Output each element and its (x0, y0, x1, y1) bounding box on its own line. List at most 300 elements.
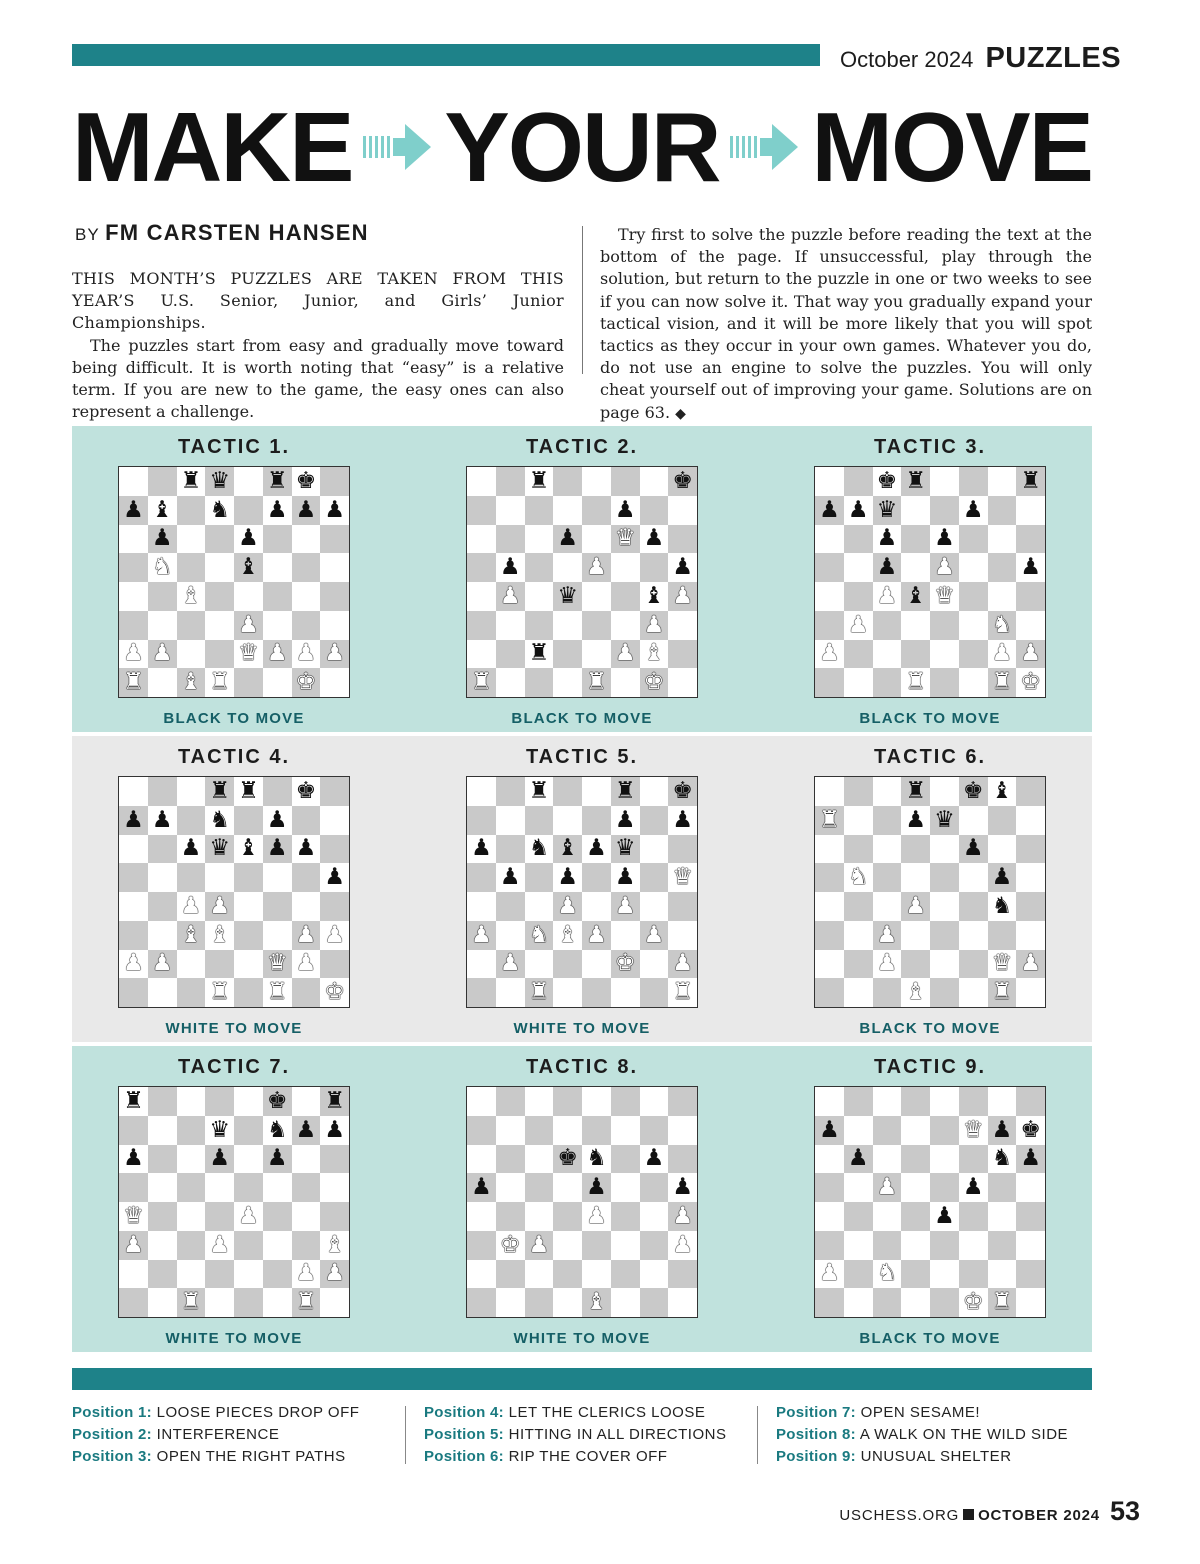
board-square (205, 640, 234, 669)
white-rook-icon: ♜ (467, 668, 496, 697)
black-knight-icon: ♞ (582, 1145, 611, 1174)
black-bishop-icon: ♝ (148, 496, 177, 525)
chess-board (118, 466, 350, 698)
hint-text: INTERFERENCE (156, 1426, 280, 1444)
hint-text: UNUSUAL SHELTER (860, 1448, 1012, 1466)
black-pawn-icon: ♟ (959, 496, 988, 525)
white-pawn-icon: ♟ (234, 611, 263, 640)
black-bishop-icon: ♝ (234, 835, 263, 864)
board-square (234, 863, 263, 892)
black-king-icon: ♚ (668, 777, 697, 806)
board-square (234, 582, 263, 611)
board-square (292, 1231, 321, 1260)
board-square (205, 1202, 234, 1231)
board-square (901, 1231, 930, 1260)
white-pawn-icon: ♟ (496, 582, 525, 611)
board-square (292, 1202, 321, 1231)
board-square (844, 950, 873, 979)
board-square (119, 1173, 148, 1202)
board-square (205, 1087, 234, 1116)
board-square (930, 1231, 959, 1260)
board-square (873, 835, 902, 864)
board-square (1016, 525, 1045, 554)
square-bullet-icon (963, 1509, 974, 1520)
black-pawn-icon: ♟ (668, 553, 697, 582)
board-square (844, 640, 873, 669)
board-square (988, 467, 1017, 496)
hint-item (776, 1446, 1068, 1468)
white-rook-icon: ♜ (525, 978, 554, 1007)
white-pawn-icon: ♟ (292, 950, 321, 979)
black-pawn-icon: ♟ (988, 1116, 1017, 1145)
title-word-1: MAKE (72, 92, 353, 202)
board-square (205, 553, 234, 582)
board-square (234, 806, 263, 835)
black-pawn-icon: ♟ (496, 553, 525, 582)
board-square (525, 1202, 554, 1231)
black-rook-icon: ♜ (320, 1087, 349, 1116)
board-square (263, 1231, 292, 1260)
board-square (988, 806, 1017, 835)
board-square (844, 1260, 873, 1289)
board-square (119, 553, 148, 582)
board-square (525, 892, 554, 921)
board-square (320, 1202, 349, 1231)
side-to-move: BLACK TO MOVE (163, 710, 305, 727)
white-pawn-icon: ♟ (148, 950, 177, 979)
white-king-icon: ♚ (292, 668, 321, 697)
white-queen-icon: ♛ (611, 525, 640, 554)
board-square (930, 892, 959, 921)
white-bishop-icon: ♝ (177, 582, 206, 611)
board-square (873, 863, 902, 892)
board-square (467, 1288, 496, 1317)
board-square (582, 777, 611, 806)
board-square (844, 1202, 873, 1231)
hint-text: LOOSE PIECES DROP OFF (156, 1404, 360, 1421)
footer-site: USCHESS.ORG (839, 1507, 960, 1524)
board-square (668, 640, 697, 669)
board-square (119, 1260, 148, 1289)
black-queen-icon: ♛ (873, 496, 902, 525)
puzzle-title: TACTIC 3. (873, 436, 987, 458)
board-square (815, 553, 844, 582)
white-pawn-icon: ♟ (205, 1231, 234, 1260)
board-square (148, 1173, 177, 1202)
white-pawn-icon: ♟ (292, 921, 321, 950)
board-square (205, 582, 234, 611)
black-king-icon: ♚ (292, 467, 321, 496)
white-pawn-icon: ♟ (467, 921, 496, 950)
white-king-icon: ♚ (640, 668, 669, 697)
board-square (611, 1173, 640, 1202)
white-rook-icon: ♜ (177, 1288, 206, 1317)
puzzle-card (432, 1052, 732, 1347)
board-square (582, 496, 611, 525)
issue-header (840, 42, 1121, 75)
board-square (640, 1116, 669, 1145)
hints-divider (757, 1406, 758, 1464)
hint-text: LET THE CLERICS LOOSE (508, 1404, 706, 1421)
board-square (844, 1087, 873, 1116)
hints-divider (405, 1406, 406, 1464)
black-pawn-icon: ♟ (263, 835, 292, 864)
side-to-move: BLACK TO MOVE (511, 710, 653, 727)
hint-item (424, 1402, 726, 1424)
black-pawn-icon: ♟ (292, 1116, 321, 1145)
board-square (553, 668, 582, 697)
white-pawn-icon: ♟ (525, 1231, 554, 1260)
board-square (582, 1087, 611, 1116)
puzzle-card (84, 1052, 384, 1347)
black-rook-icon: ♜ (1016, 467, 1045, 496)
board-square (320, 1288, 349, 1317)
board-square (959, 582, 988, 611)
board-square (525, 611, 554, 640)
white-pawn-icon: ♟ (320, 921, 349, 950)
byline-prefix: BY (75, 225, 100, 244)
board-square (525, 1288, 554, 1317)
board-square (263, 525, 292, 554)
black-rook-icon: ♜ (234, 777, 263, 806)
board-square (611, 1087, 640, 1116)
white-pawn-icon: ♟ (815, 640, 844, 669)
board-square (177, 1202, 206, 1231)
board-square (496, 611, 525, 640)
board-square (553, 1202, 582, 1231)
black-knight-icon: ♞ (988, 892, 1017, 921)
hint-item (72, 1424, 359, 1446)
white-rook-icon: ♜ (988, 1288, 1017, 1317)
board-square (901, 835, 930, 864)
board-square (467, 525, 496, 554)
board-square (959, 553, 988, 582)
hint-label: Position 2: (72, 1426, 152, 1444)
board-square (234, 496, 263, 525)
intro-paragraph-1: THIS MONTH’S PUZZLES ARE TAKEN FROM THIS YEAR’S U.S. Senior, Junior, and Girls’ Junior Championships. (72, 269, 564, 333)
board-square (205, 863, 234, 892)
board-square (815, 777, 844, 806)
board-square (582, 582, 611, 611)
black-pawn-icon: ♟ (553, 863, 582, 892)
board-square (263, 582, 292, 611)
board-square (496, 1288, 525, 1317)
black-pawn-icon: ♟ (611, 806, 640, 835)
board-square (640, 1173, 669, 1202)
board-square (148, 467, 177, 496)
board-square (496, 1202, 525, 1231)
puzzle-card (780, 1052, 1080, 1347)
black-rook-icon: ♜ (901, 777, 930, 806)
board-square (467, 640, 496, 669)
black-pawn-icon: ♟ (582, 835, 611, 864)
board-square (668, 1260, 697, 1289)
black-pawn-icon: ♟ (292, 835, 321, 864)
board-square (553, 467, 582, 496)
board-square (873, 611, 902, 640)
board-square (988, 496, 1017, 525)
chess-board (466, 466, 698, 698)
board-square (553, 553, 582, 582)
issue-date: October 2024 (840, 47, 974, 72)
white-rook-icon: ♜ (988, 668, 1017, 697)
board-square (292, 1087, 321, 1116)
board-square (1016, 1087, 1045, 1116)
board-square (234, 1145, 263, 1174)
board-square (844, 467, 873, 496)
black-king-icon: ♚ (1016, 1116, 1045, 1145)
board-square (234, 1288, 263, 1317)
board-square (320, 467, 349, 496)
board-square (496, 1087, 525, 1116)
board-square (901, 1145, 930, 1174)
black-king-icon: ♚ (959, 777, 988, 806)
board-square (611, 668, 640, 697)
board-square (815, 611, 844, 640)
board-square (844, 582, 873, 611)
side-to-move: WHITE TO MOVE (513, 1330, 651, 1347)
board-square (467, 1202, 496, 1231)
board-square (525, 1145, 554, 1174)
board-square (959, 978, 988, 1007)
board-square (930, 1087, 959, 1116)
white-rook-icon: ♜ (901, 668, 930, 697)
board-square (611, 1288, 640, 1317)
board-square (292, 1145, 321, 1174)
board-square (119, 467, 148, 496)
board-square (263, 611, 292, 640)
board-square (930, 777, 959, 806)
board-square (119, 978, 148, 1007)
black-pawn-icon: ♟ (467, 1173, 496, 1202)
black-pawn-icon: ♟ (205, 1145, 234, 1174)
board-square (234, 950, 263, 979)
white-pawn-icon: ♟ (148, 640, 177, 669)
board-square (930, 835, 959, 864)
board-square (467, 1231, 496, 1260)
page-title (72, 92, 1092, 202)
board-square (263, 1288, 292, 1317)
puzzle-title: TACTIC 9. (873, 1056, 987, 1078)
white-pawn-icon: ♟ (668, 950, 697, 979)
puzzle-title: TACTIC 6. (873, 746, 987, 768)
board-square (901, 950, 930, 979)
hints-column-2 (424, 1402, 726, 1469)
white-pawn-icon: ♟ (873, 921, 902, 950)
board-square (177, 1087, 206, 1116)
board-square (320, 892, 349, 921)
white-pawn-icon: ♟ (815, 1260, 844, 1289)
board-square (930, 1116, 959, 1145)
board-square (148, 1260, 177, 1289)
board-square (119, 525, 148, 554)
board-square (873, 892, 902, 921)
board-square (930, 863, 959, 892)
board-square (815, 892, 844, 921)
board-square (292, 525, 321, 554)
board-square (148, 582, 177, 611)
white-pawn-icon: ♟ (668, 1202, 697, 1231)
board-square (844, 978, 873, 1007)
board-square (959, 611, 988, 640)
board-square (177, 611, 206, 640)
black-pawn-icon: ♟ (292, 496, 321, 525)
board-square (496, 921, 525, 950)
board-square (815, 835, 844, 864)
white-rook-icon: ♜ (205, 668, 234, 697)
black-pawn-icon: ♟ (582, 1173, 611, 1202)
board-square (873, 1116, 902, 1145)
hint-item (776, 1424, 1068, 1446)
black-pawn-icon: ♟ (930, 1202, 959, 1231)
board-square (815, 668, 844, 697)
black-pawn-icon: ♟ (320, 496, 349, 525)
board-square (844, 1231, 873, 1260)
white-pawn-icon: ♟ (292, 640, 321, 669)
board-square (844, 525, 873, 554)
hint-item (776, 1402, 1068, 1424)
board-square (582, 892, 611, 921)
black-pawn-icon: ♟ (119, 1145, 148, 1174)
board-square (553, 1116, 582, 1145)
board-square (611, 1116, 640, 1145)
board-square (119, 1288, 148, 1317)
board-square (844, 1173, 873, 1202)
author-name: FM CARSTEN HANSEN (105, 220, 369, 245)
puzzle-title: TACTIC 5. (525, 746, 639, 768)
board-square (525, 1260, 554, 1289)
hint-item (424, 1446, 726, 1468)
board-square (873, 1231, 902, 1260)
board-square (844, 668, 873, 697)
white-pawn-icon: ♟ (1016, 950, 1045, 979)
white-king-icon: ♚ (959, 1288, 988, 1317)
hint-text: OPEN THE RIGHT PATHS (156, 1448, 346, 1466)
board-square (668, 892, 697, 921)
board-square (959, 1145, 988, 1174)
hint-text: RIP THE COVER OFF (508, 1448, 668, 1466)
board-square (292, 1173, 321, 1202)
black-pawn-icon: ♟ (1016, 553, 1045, 582)
board-square (263, 892, 292, 921)
hints-column-1 (72, 1402, 359, 1469)
board-square (815, 1087, 844, 1116)
board-square (205, 1288, 234, 1317)
board-square (988, 582, 1017, 611)
board-square (988, 1087, 1017, 1116)
board-square (320, 835, 349, 864)
board-square (320, 1145, 349, 1174)
black-knight-icon: ♞ (525, 835, 554, 864)
board-square (467, 892, 496, 921)
board-square (582, 1231, 611, 1260)
white-pawn-icon: ♟ (320, 640, 349, 669)
board-square (815, 978, 844, 1007)
board-square (496, 496, 525, 525)
board-square (959, 1260, 988, 1289)
board-square (467, 611, 496, 640)
white-pawn-icon: ♟ (582, 921, 611, 950)
board-square (1016, 582, 1045, 611)
board-square (901, 1116, 930, 1145)
board-square (467, 496, 496, 525)
board-square (640, 892, 669, 921)
board-square (205, 611, 234, 640)
board-square (553, 1260, 582, 1289)
board-square (320, 777, 349, 806)
white-queen-icon: ♛ (930, 582, 959, 611)
board-square (553, 950, 582, 979)
board-square (640, 1231, 669, 1260)
white-queen-icon: ♛ (668, 863, 697, 892)
board-square (668, 668, 697, 697)
board-square (959, 525, 988, 554)
white-pawn-icon: ♟ (553, 892, 582, 921)
board-square (668, 1116, 697, 1145)
footer-month: OCTOBER 2024 (978, 1507, 1100, 1524)
board-square (611, 582, 640, 611)
black-knight-icon: ♞ (205, 806, 234, 835)
board-square (467, 467, 496, 496)
board-square (148, 835, 177, 864)
board-square (640, 496, 669, 525)
black-rook-icon: ♜ (525, 467, 554, 496)
hint-label: Position 8: (776, 1426, 856, 1444)
board-square (988, 921, 1017, 950)
board-square (640, 1202, 669, 1231)
board-square (1016, 892, 1045, 921)
board-square (873, 1087, 902, 1116)
board-square (873, 978, 902, 1007)
board-square (844, 835, 873, 864)
white-pawn-icon: ♟ (930, 553, 959, 582)
board-square (1016, 1260, 1045, 1289)
section-label: PUZZLES (985, 42, 1122, 74)
black-pawn-icon: ♟ (148, 806, 177, 835)
board-square (292, 553, 321, 582)
black-knight-icon: ♞ (205, 496, 234, 525)
board-square (467, 978, 496, 1007)
board-square (815, 582, 844, 611)
chess-board (814, 466, 1046, 698)
board-square (177, 863, 206, 892)
board-square (930, 496, 959, 525)
column-divider (582, 226, 583, 374)
board-square (1016, 611, 1045, 640)
board-square (844, 806, 873, 835)
side-to-move: WHITE TO MOVE (165, 1020, 303, 1037)
board-square (611, 1260, 640, 1289)
board-square (148, 1145, 177, 1174)
puzzle-title: TACTIC 4. (177, 746, 291, 768)
board-square (553, 640, 582, 669)
board-square (901, 1260, 930, 1289)
board-square (815, 525, 844, 554)
board-square (873, 806, 902, 835)
board-square (815, 950, 844, 979)
board-square (496, 467, 525, 496)
board-square (119, 777, 148, 806)
hint-text: HITTING IN ALL DIRECTIONS (508, 1426, 727, 1444)
black-rook-icon: ♜ (177, 467, 206, 496)
board-square (844, 553, 873, 582)
puzzle-title: TACTIC 7. (177, 1056, 291, 1078)
board-square (1016, 863, 1045, 892)
board-square (148, 777, 177, 806)
board-square (177, 1116, 206, 1145)
board-square (148, 921, 177, 950)
board-square (467, 1145, 496, 1174)
